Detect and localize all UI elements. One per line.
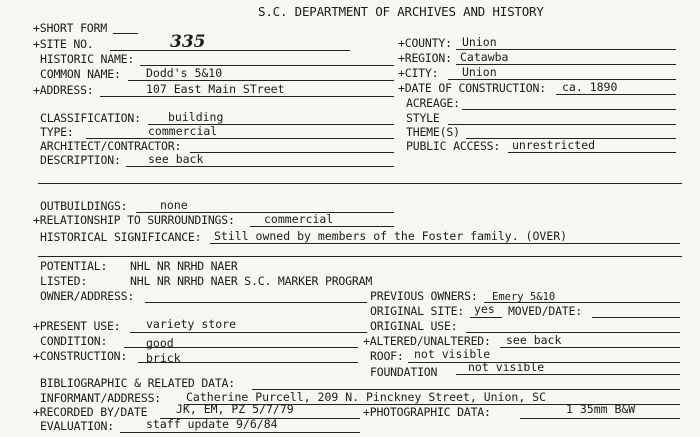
date-of-construction-value: ca. 1890 — [562, 80, 618, 94]
common-name-line — [128, 80, 394, 81]
style-label: STYLE — [406, 111, 440, 125]
condition-label: CONDITION: — [40, 334, 108, 348]
public-access-label: PUBLIC ACCESS: — [406, 139, 501, 153]
recorded-by-value: JK, EM, PZ 5/7/79 — [176, 402, 294, 416]
potential-codes: NHL NR NRHD NAER — [130, 259, 238, 273]
moved-date-line — [592, 317, 680, 318]
acreage-label: ACREAGE: — [406, 96, 460, 110]
site-no-label: +SITE NO. — [33, 37, 94, 51]
architect-label: ARCHITECT/CONTRACTOR: — [40, 139, 182, 153]
county-value: Union — [462, 35, 497, 49]
historic-name-label: HISTORIC NAME: — [40, 52, 135, 66]
common-name-value: Dodd's 5&10 — [146, 66, 223, 80]
owner-line — [145, 302, 367, 303]
original-use-label: ORIGINAL USE: — [370, 319, 458, 333]
foundation-value: not visible — [468, 360, 545, 374]
original-site-line — [470, 317, 502, 318]
city-label: +CITY: — [398, 66, 439, 80]
listed-label: LISTED: — [40, 274, 88, 288]
photographic-data-value: 1 35mm B&W — [566, 402, 636, 416]
classification-label: CLASSIFICATION: — [40, 111, 141, 125]
altered-label: +ALTERED/UNALTERED: — [363, 334, 491, 348]
county-label: +COUNTY: — [398, 36, 452, 50]
public-access-value: unrestricted — [512, 138, 596, 152]
altered-value: see back — [506, 333, 562, 347]
divider — [38, 256, 682, 257]
potential-label: POTENTIAL: — [40, 259, 108, 273]
evaluation-label: EVALUATION: — [40, 419, 114, 433]
date-of-construction-line — [556, 94, 676, 95]
description-value: see back — [148, 152, 204, 166]
present-use-value: variety store — [146, 317, 237, 331]
form-header: S.C. DEPARTMENT OF ARCHIVES AND HISTORY — [258, 4, 544, 19]
listed-codes: NHL NR NRHD NAER S.C. MARKER PROGRAM — [130, 274, 373, 288]
date-of-construction-label: +DATE OF CONSTRUCTION: — [398, 81, 546, 95]
previous-owners-value: Emery 5&10 — [492, 291, 556, 303]
informant-value: Catherine Purcell, 209 N. Pinckney Street, Union, SC — [186, 390, 547, 404]
evaluation-line — [120, 432, 360, 433]
address-line — [100, 96, 394, 97]
significance-line — [210, 243, 680, 244]
present-use-label: +PRESENT USE: — [33, 319, 121, 333]
relationship-line — [250, 226, 394, 227]
relationship-value: commercial — [264, 212, 334, 226]
common-name-label: COMMON NAME: — [40, 67, 121, 81]
construction-label: +CONSTRUCTION: — [33, 349, 128, 363]
address-value: 107 East Main STreet — [146, 82, 285, 96]
previous-owners-label: PREVIOUS OWNERS: — [370, 289, 478, 303]
condition-value: good — [146, 336, 174, 350]
owner-label: OWNER/ADDRESS: — [40, 289, 135, 303]
recorded-by-label: +RECORDED BY/DATE — [33, 405, 148, 419]
significance-label: HISTORICAL SIGNIFICANCE: — [40, 230, 202, 244]
foundation-label: FOUNDATION — [370, 365, 438, 379]
relationship-label: +RELATIONSHIP TO SURROUNDINGS: — [33, 213, 235, 227]
region-value: Catawba — [460, 50, 509, 64]
moved-date-label: MOVED/DATE: — [508, 304, 582, 318]
outbuildings-label: OUTBUILDINGS: — [40, 199, 128, 213]
original-site-label: ORIGINAL SITE: — [370, 304, 465, 318]
description-line — [126, 166, 394, 167]
photographic-data-label: +PHOTOGRAPHIC DATA: — [363, 405, 491, 419]
significance-value: Still owned by members of the Foster family. (OVER) — [214, 229, 568, 243]
short-form-line — [113, 33, 138, 34]
roof-label: ROOF: — [370, 349, 404, 363]
present-use-line — [130, 332, 367, 333]
style-line — [448, 124, 676, 125]
description-label: DESCRIPTION: — [40, 153, 121, 167]
roof-value: not visible — [414, 347, 491, 361]
original-site-value: yes — [474, 302, 495, 316]
city-value: Union — [462, 65, 497, 79]
type-label: TYPE: — [40, 125, 74, 139]
themes-label: THEME(S) — [406, 125, 460, 139]
foundation-line — [456, 374, 680, 375]
bibliographic-label: BIBLIOGRAPHIC & RELATED DATA: — [40, 376, 235, 390]
address-label: +ADDRESS: — [33, 83, 94, 97]
original-use-line — [466, 332, 680, 333]
architect-line — [190, 152, 394, 153]
public-access-line — [508, 152, 676, 153]
informant-label: INFORMANT/ADDRESS: — [40, 391, 162, 405]
acreage-line — [462, 109, 676, 110]
outbuildings-value: none — [160, 198, 188, 212]
construction-value: brick — [146, 351, 181, 365]
type-value: commercial — [148, 124, 218, 138]
region-label: +REGION: — [398, 51, 452, 65]
site-no-value: 335 — [170, 32, 206, 52]
evaluation-value: staff update 9/6/84 — [146, 417, 278, 431]
classification-value: building — [168, 110, 224, 124]
photographic-data-line — [520, 418, 680, 419]
altered-line — [500, 347, 680, 348]
short-form-label: +SHORT FORM — [33, 21, 107, 35]
site-no-line — [110, 50, 350, 51]
divider — [38, 183, 682, 184]
